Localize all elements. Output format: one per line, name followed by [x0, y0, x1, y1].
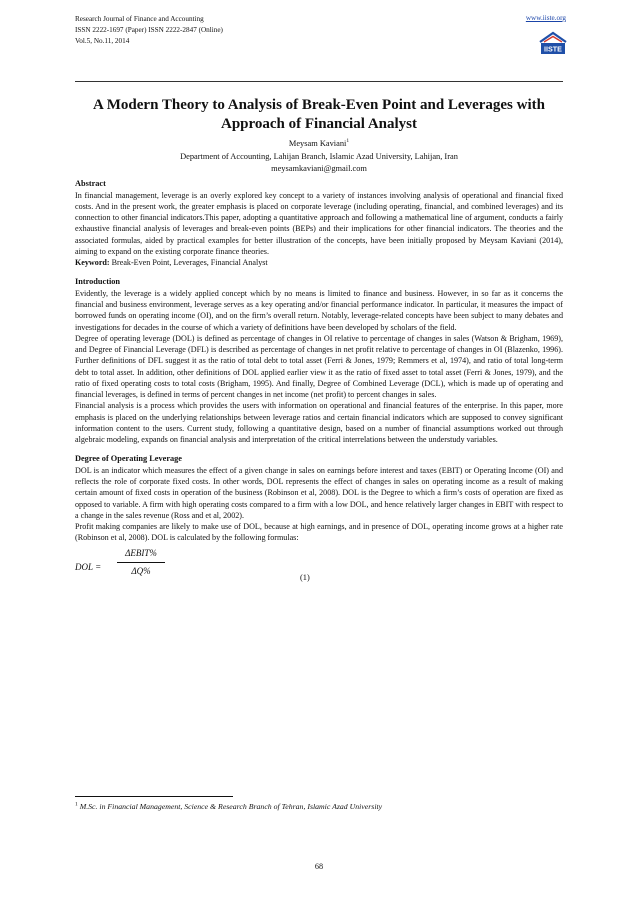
- footnote: [75, 801, 563, 812]
- introduction-heading: Introduction: [75, 277, 121, 287]
- journal-volume: Vol.5, No.11, 2014: [75, 37, 130, 45]
- keywords-text: Break-Even Point, Leverages, Financial Analyst: [109, 258, 268, 267]
- formula-lhs: DOL =: [75, 561, 102, 572]
- dol-formula: [75, 548, 563, 594]
- footnote-text: M.Sc. in Financial Management, Science & Research Branch of Tehran, Islamic Azad University: [77, 802, 383, 811]
- iiste-logo: [538, 30, 568, 58]
- header-divider: [75, 81, 563, 82]
- intro-paragraph: Financial analysis is a process which provides the users with information on operational and financial features of the enterprise. In this paper, more emphasis is placed on the underlying relationships between leverage ratios and certain financial indicators which are supposed to convey significant information content to the users. Current study, following a quantitative design, based on a number of financial assumptions worked out through algebraic modeling, expands on financial analysis and interpretation of the critical interrelations between the understudy variables.: [75, 401, 563, 444]
- logo-text: IISTE: [544, 44, 562, 54]
- intro-paragraph: Evidently, the leverage is a widely applied concept which by no means is limited to finance and business. However, in so far as it concerns the financial and business environment, leverage serves as a key operating and/or financial performance indicator. In particular, it measures the impact of borrowed funds on operating income (OI), and on the firm’s overall return. Notably, leverage-related concepts have been subject to many debates and investigations for decades in the course of which a variety of definitions have been developed by scholars of the field.: [75, 288, 563, 332]
- journal-issn: ISSN 2222-1697 (Paper) ISSN 2222-2847 (Online): [75, 26, 223, 34]
- journal-name: Research Journal of Finance and Accounting: [75, 15, 204, 23]
- journal-header: [75, 14, 575, 47]
- author-footnote-mark: 1: [346, 138, 350, 145]
- keywords-label: Keyword:: [75, 258, 110, 267]
- intro-paragraph: Degree of operating leverage (DOL) is defined as percentage of changes in OI relative to percentage of changes in sales (Watson & Brigham, 1969), and Degree of Financial Leverage (DFL) is described as percentage of changes in net profit relative to percentage of changes in OI (Blazenko, 1996). Further definitions of DFL suggest it as the ratio of total debt to total asset (Ferri & Jones, 1979; Remmers et al, 1974), and ratio of total long-term debt to total asset. In addition, other definitions of DOL applied earlier view it as the ratio of fixed asset to total asset (Ferri & Jones, 1979), and the ratio of fixed operating costs to total costs (Brigham, 1995). And finally, Degree of Combined Leverage (DCL), which is made up of operating and financial leverages, is defined in terms of percent changes in net income (net profit) to percent changes in sales.: [75, 333, 563, 399]
- fraction-bar: [117, 562, 165, 563]
- author-name-line: [75, 138, 563, 151]
- dol-paragraph: Profit making companies are likely to make use of DOL, because at high earnings, and in presence of DOL, operating income grows at a higher rate (Robinson et al, 2008). DOL is calculated by the following formulas:: [75, 522, 563, 543]
- journal-website-link[interactable]: www.iiste.org: [525, 14, 566, 22]
- dol-paragraph: DOL is an indicator which measures the effect of a given change in sales on earnings before interest and taxes (EBIT) or Operating Income (OI) and reflects the role of corporate fixed costs. In other words, DOL represents the effect of changes in sales on operating income as a result of making certain amount of fixed costs in operation of the business (Robinson et al, 2008). DOL is the Degree to which a firm’s costs of operation are fixed as opposed to variable. A firm with high operating costs compared to a firm with a low DOL, and hence relatively larger changes in EBIT with respect to a change in the sales revenue (Ross and et al, 2002).: [75, 465, 563, 520]
- dol-heading: Degree of Operating Leverage: [75, 454, 182, 464]
- formula-fraction: [117, 548, 165, 579]
- abstract-text: In financial management, leverage is an overly explored key concept to a variety of instances involving analysis of operational and financial fixed costs. And in the present work, the greater emphasis is placed on corporate leverage (including operating, financial, and combined leverages) and its connection to other financial indicators.This paper, adopting a quantitative approach and following a mathematical line of argument, conducts a fairly exhaustive financial analysis of leverages and break-even points (BEPs) and their implications for other financial indicators. The theories and the associated formulas, aided by practical examples for better illustration of the concepts, have been initially proposed by Meysam Kaviani (2014), aiming to expand on the existing corporate finance theories.: [75, 190, 563, 256]
- author-affiliation: Department of Accounting, Lahijan Branch, Islamic Azad University, Lahijan, Iran: [180, 151, 458, 161]
- footnote-divider: [75, 796, 233, 797]
- footnote-mark: 1: [75, 801, 78, 808]
- abstract-heading: Abstract: [75, 179, 106, 188]
- author-email: meysamkaviani@gmail.com: [271, 164, 367, 173]
- author-name: Meysam Kaviani: [288, 139, 347, 148]
- page-number: 68: [314, 862, 324, 871]
- formula-numerator: ΔEBIT%: [125, 547, 157, 558]
- formula-number: (1): [300, 572, 310, 582]
- paper-title: A Modern Theory to Analysis of Break-Even Point and Leverages with Approach of Financial Analyst: [93, 97, 545, 132]
- keywords-line: [75, 257, 563, 268]
- author-block: [75, 138, 563, 176]
- paper-body: [75, 178, 563, 594]
- formula-denominator: ΔQ%: [131, 565, 151, 576]
